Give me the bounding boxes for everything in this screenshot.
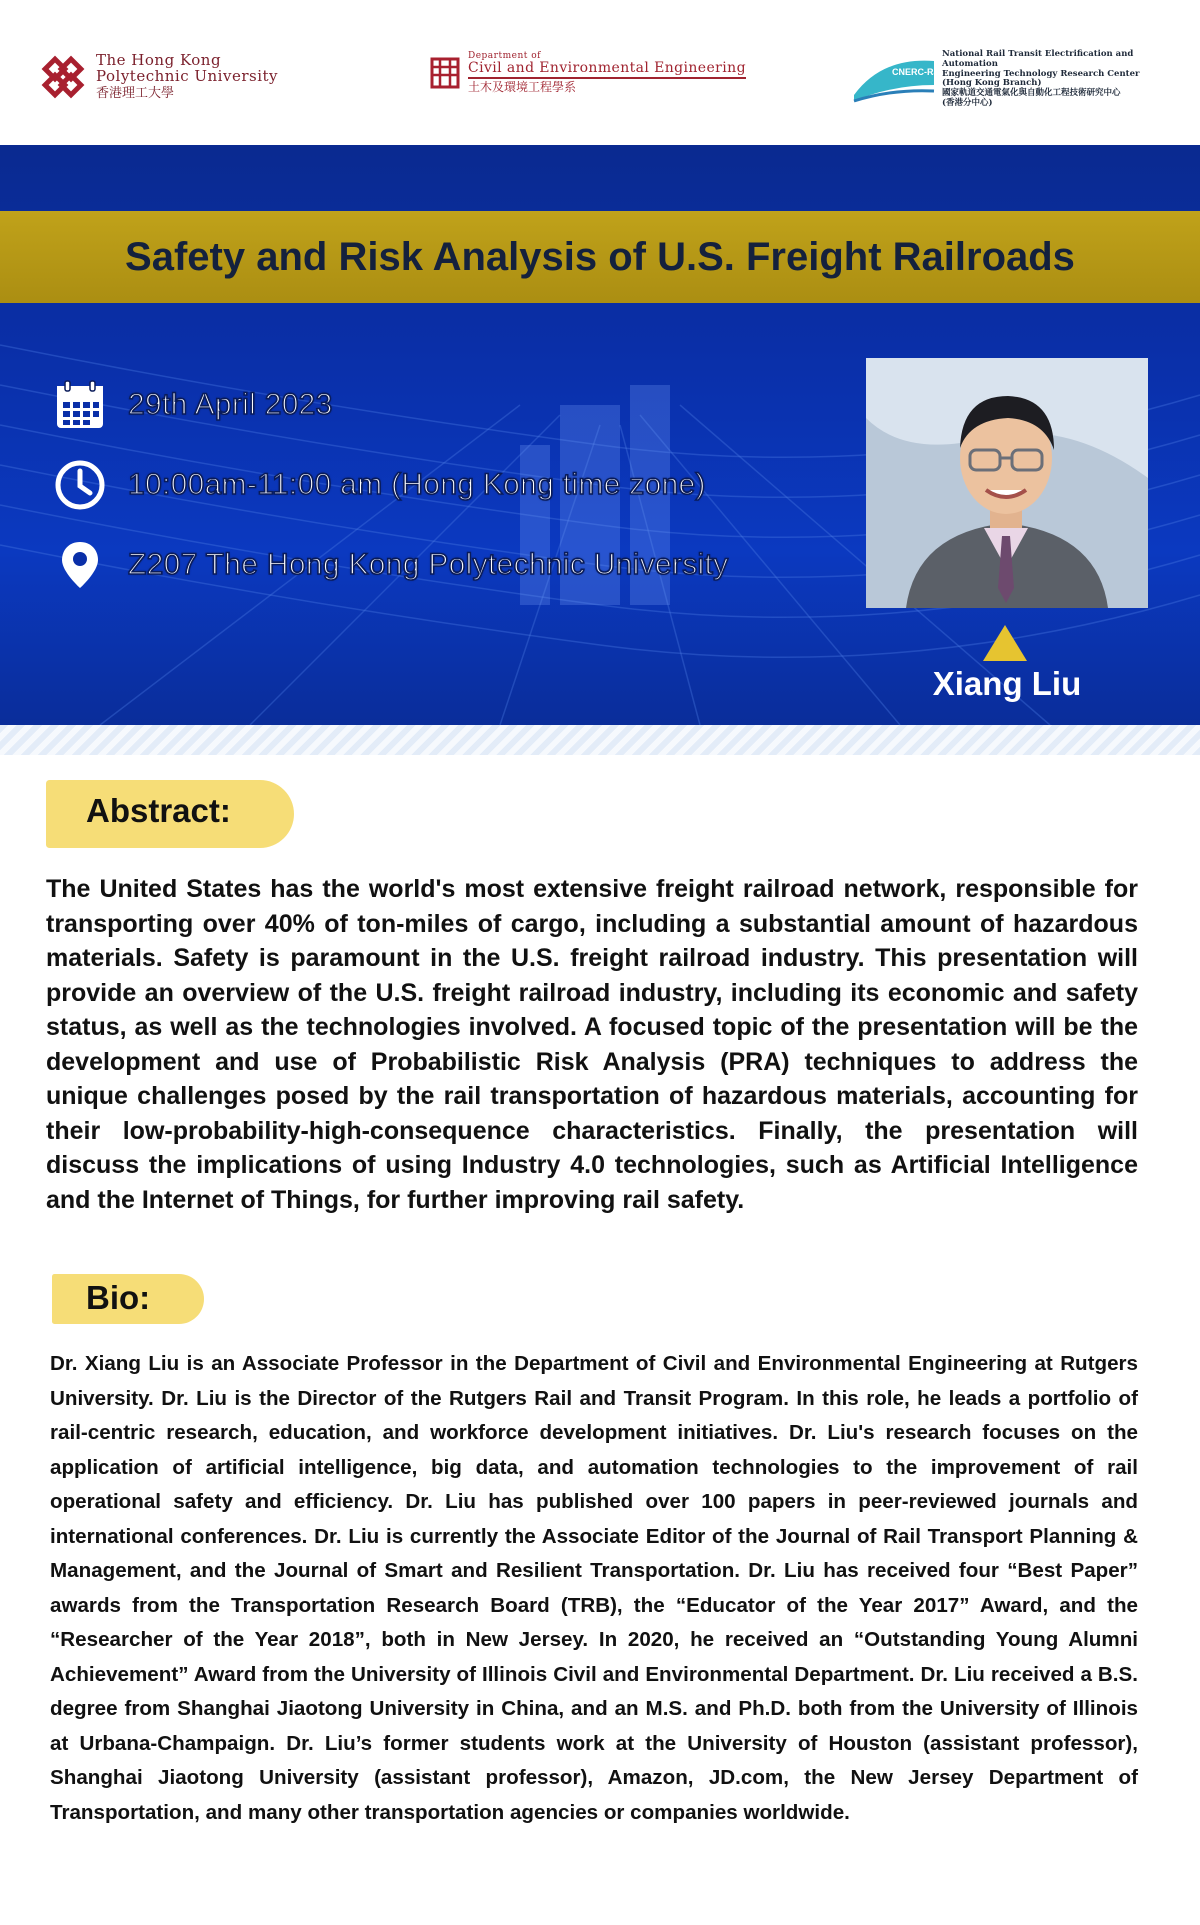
event-title: Safety and Risk Analysis of U.S. Freight Railroads xyxy=(125,235,1075,279)
speaker-name: Xiang Liu xyxy=(932,665,1082,702)
time-row xyxy=(52,457,706,513)
abstract-text: The United States has the world's most extensive freight railroad network, responsible for transporting over 40% of ton-miles of cargo, including a substantial amount of hazardous materials. Safety is paramount in the U.S. freight railroad industry. This presentation will provide an overview of the U.S. freight railroad industry, including its economic and safety status, as well as the technologies involved. A focused topic of the presentation will be the development and use of Probabilistic Risk Analysis (PRA) techniques to address the unique challenges posed by the rail transportation of hazardous materials, accounting for their low-probability-high-consequence characteristics. Finally, the presentation will discuss the implications of using Industry 4.0 technologies, such as Artificial Intelligence and the Internet of Things, for further improving rail safety. xyxy=(46,875,1138,1214)
polyu-logo xyxy=(38,52,278,102)
event-time: 10:00am-11:00 am (Hong Kong time zone) xyxy=(128,468,706,501)
speaker-portrait-illustration xyxy=(866,358,1148,608)
decorative-stripe-band xyxy=(0,725,1200,755)
calendar-icon xyxy=(52,377,108,433)
rail-center-line: National Rail Transit Electrification and Automation xyxy=(942,49,1134,69)
clock-icon xyxy=(52,457,108,513)
date-row xyxy=(52,377,333,433)
polyu-name-line1: The Hong Kong xyxy=(96,51,222,70)
rail-center-line: Engineering Technology Research Center xyxy=(942,68,1140,79)
cee-dept-label: Department of xyxy=(468,51,541,61)
rail-center-line: (香港分中心) xyxy=(942,97,993,108)
bio-heading: Bio: xyxy=(86,1279,151,1316)
event-date: 29th April 2023 xyxy=(128,388,333,421)
rail-badge: CNERC-Rail xyxy=(892,67,944,78)
speaker-photo xyxy=(866,358,1148,608)
cee-logo xyxy=(428,52,746,94)
bio-text: Dr. Xiang Liu is an Associate Professor in the Department of Civil and Environmental Engineering at Rutgers University. Dr. Liu is the Director of the Rutgers Rail and Transit Program. In this role, he leads a portfolio of rail-centric research, education, and workforce development initiatives. Dr. Liu's research focuses on the application of artificial intelligence, big data, and automation technologies to the improvement of rail operational safety and efficiency. Dr. Liu has published over 100 papers in peer-reviewed journals and international conferences. Dr. Liu is currently the Associate Editor of the Journal of Rail Transport Planning & Management, and the Journal of Smart and Resilient Transportation. Dr. Liu has received four “Best Paper” awards from the Transportation Research Board (TRB), the “Educator of the Year 2017” Award, and the “Researcher of the Year 2018”, both in New Jersey. In 2020, he received an “Outstanding Young Alumni Achievement” Award from the University of Illinois Civil and Environmental Department. Dr. Liu received a B.S. degree from Shanghai Jiaotong University in China, and an M.S. and Ph.D. both from the University of Illinois at Urbana-Champaign. Dr. Liu’s former students work at the University of Houston (assistant professor), Shanghai Jiaotong University (assistant professor), Amazon, JD.com, the New Jersey Department of Transportation, and many other transportation agencies or companies worldwide. xyxy=(50,1352,1138,1824)
cee-dept-chinese: 土木及環境工程學系 xyxy=(468,80,577,95)
rail-center-line: 國家軌道交通電氣化與自動化工程技術研究中心 xyxy=(942,88,1121,99)
location-pin-icon xyxy=(52,537,108,593)
rail-center-line: (Hong Kong Branch) xyxy=(942,78,1042,89)
polyu-name-chinese: 香港理工大學 xyxy=(96,85,175,101)
speaker-pointer-triangle xyxy=(983,625,1027,661)
rail-logo-icon xyxy=(852,55,944,103)
polyu-logo-icon xyxy=(38,52,88,102)
cee-dept-name: Civil and Environmental Engineering xyxy=(468,61,746,79)
venue-row xyxy=(52,537,728,593)
event-venue: Z207 The Hong Kong Polytechnic University xyxy=(128,548,729,581)
cee-logo-icon xyxy=(428,53,462,93)
rail-center-logo xyxy=(852,50,1152,109)
abstract-heading: Abstract: xyxy=(86,792,231,829)
event-banner xyxy=(0,145,1200,725)
title-bar xyxy=(0,211,1200,303)
polyu-name-line2: Polytechnic University xyxy=(96,67,278,86)
logo-header xyxy=(0,0,1200,145)
